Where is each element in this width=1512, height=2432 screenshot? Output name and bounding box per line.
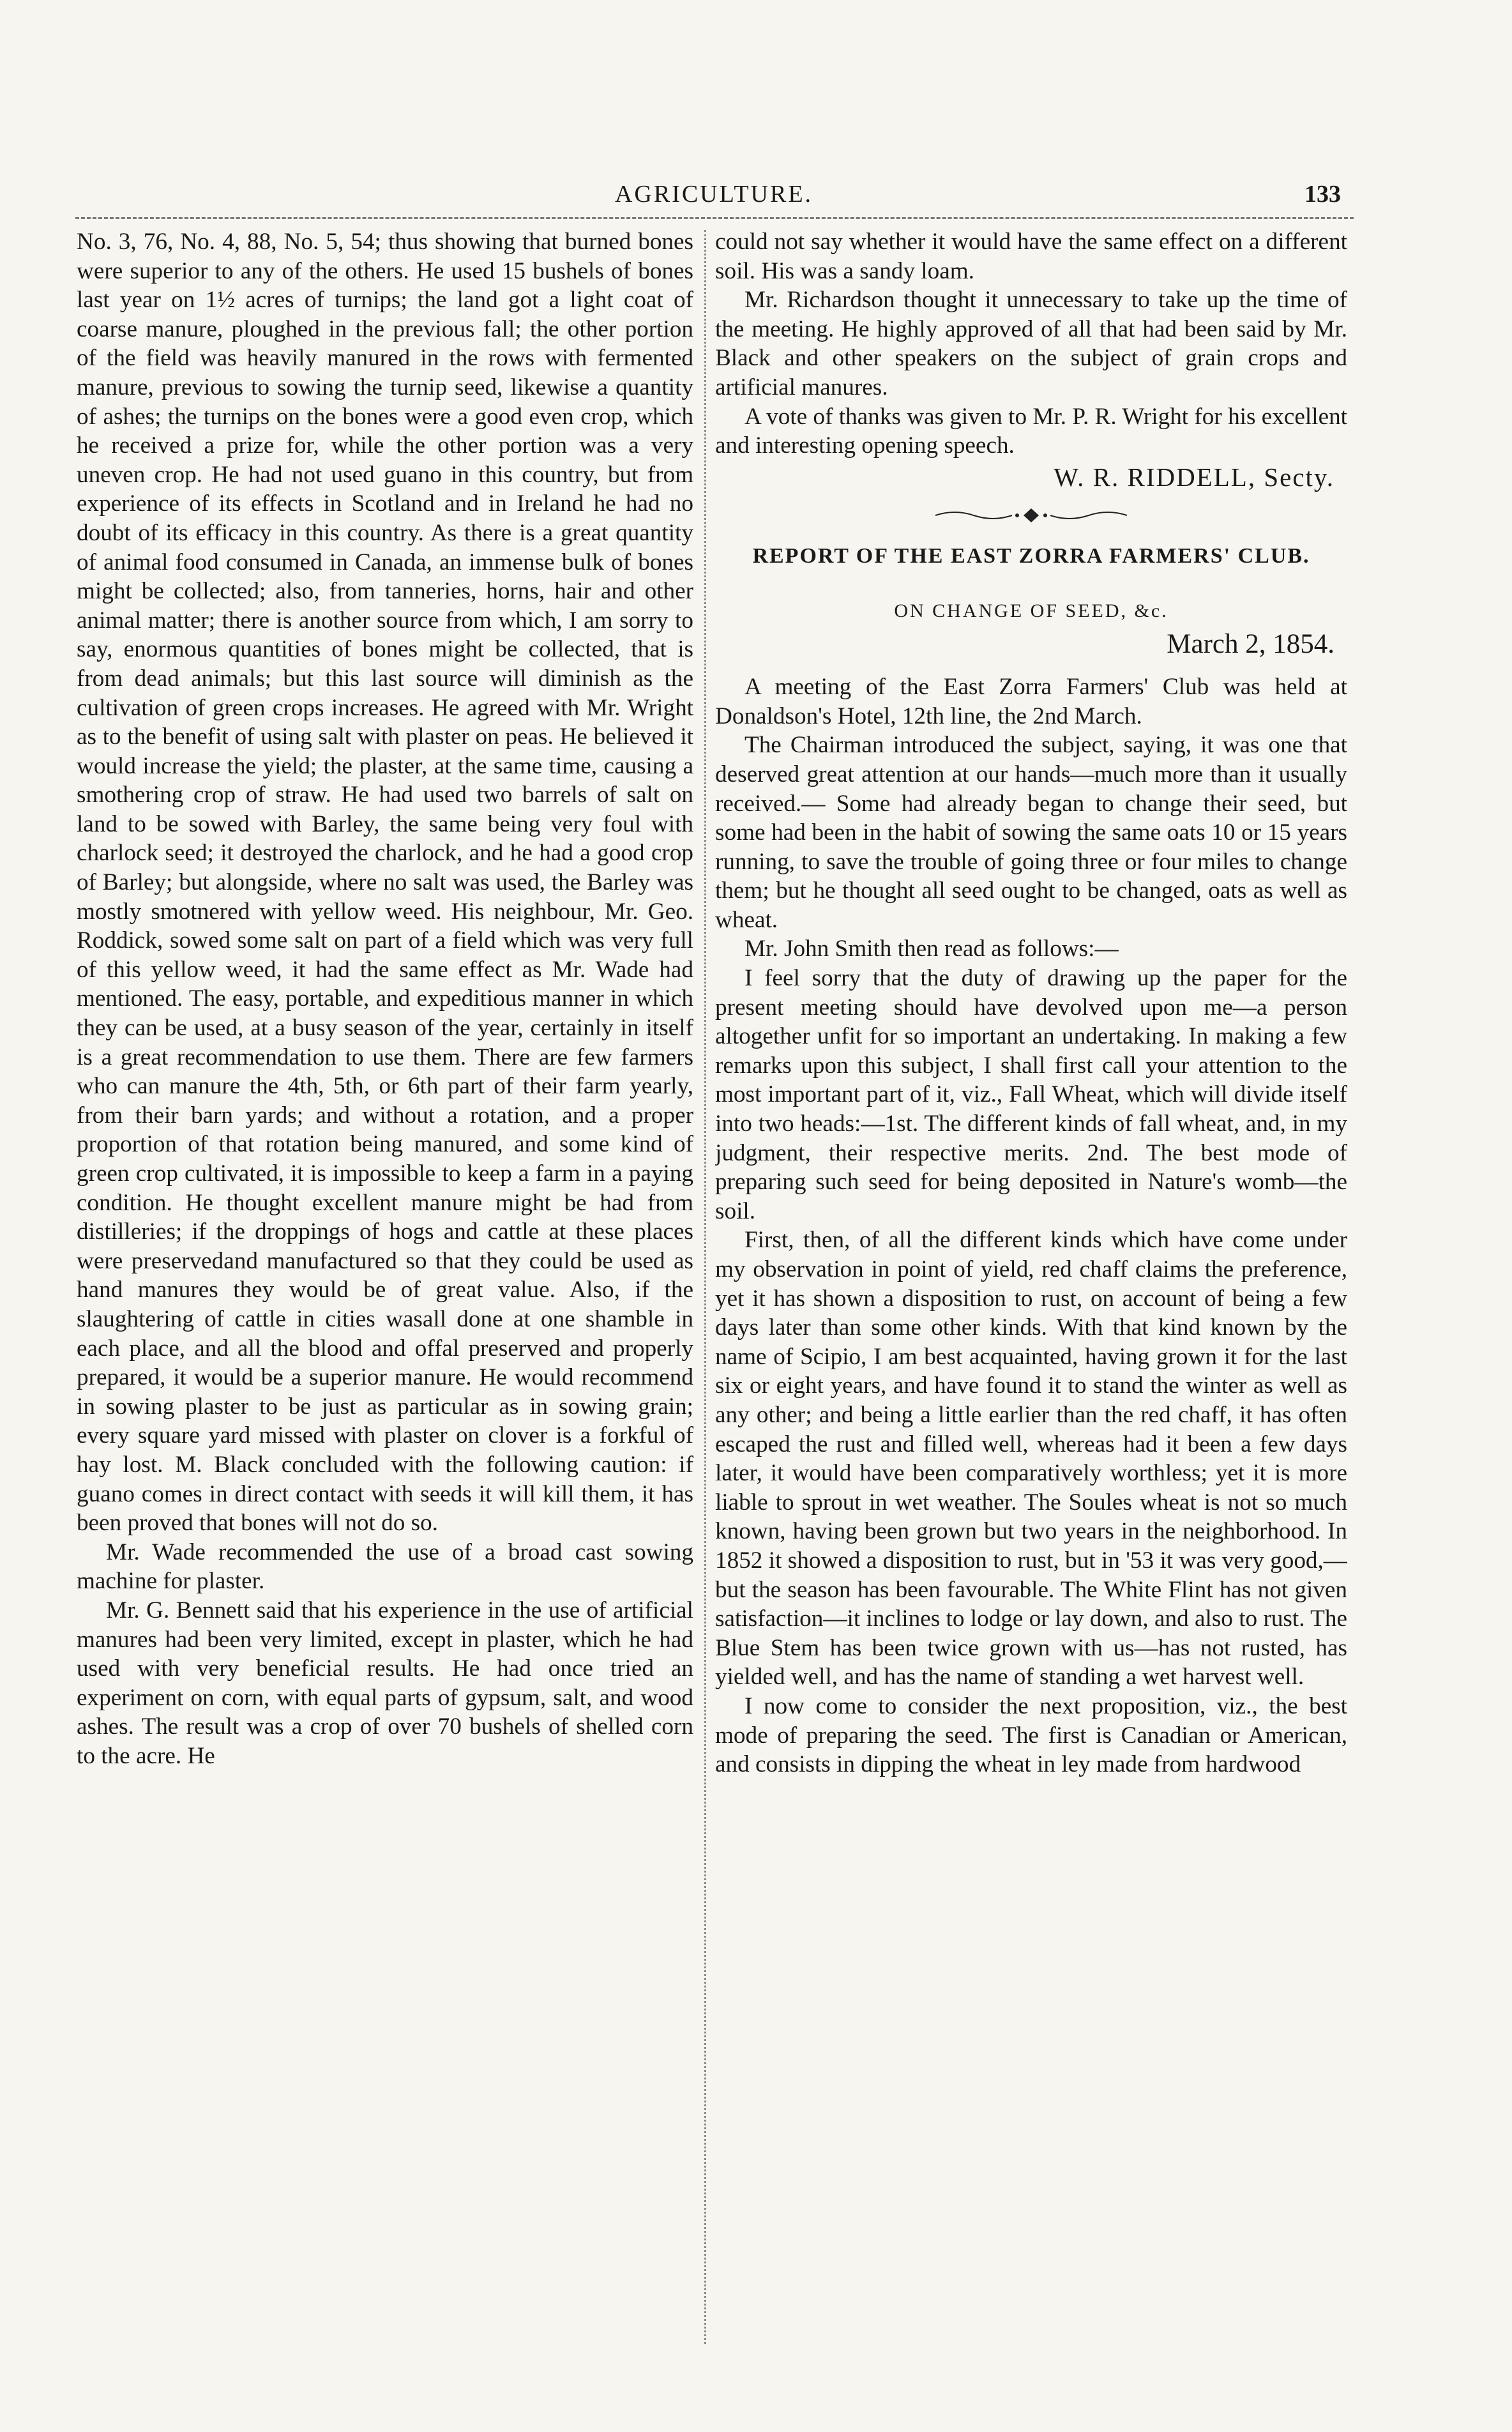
paragraph: could not say whether it would have the same effect on a different soil. His was a sandy loam.: [715, 229, 1347, 284]
signature: W. R. RIDDELL, Secty.: [1054, 462, 1334, 492]
left-column: [77, 227, 693, 2351]
header-rule: [75, 217, 1354, 219]
paragraph: I now come to consider the next proposition, viz., the best mode of preparing the seed. The first is Canadian or American, and consists in dipping the wheat in ley made from hardwood: [715, 1692, 1347, 1778]
page-number: 133: [1304, 181, 1341, 208]
running-head: [75, 180, 1352, 218]
report-title: REPORT OF THE EAST ZORRA FARMERS' CLUB.: [752, 544, 1310, 568]
section-title: AGRICULTURE.: [614, 181, 813, 208]
paragraph: Mr. Richardson thought it unnecessary to take up the time of the meeting. He highly approved of all that had been said by Mr. Black and other speakers on the subject of grain crops and artificial manures.: [715, 287, 1347, 400]
ornament-divider: [929, 506, 1133, 525]
report-date: March 2, 1854.: [1167, 628, 1334, 659]
paragraph: No. 3, 76, No. 4, 88, No. 5, 54; thus showing that burned bones were superior to any of the others. He used 15 bushels of bones last year on 1½ acres of turnips; the land got a light coat of coarse manure, ploughed in the previous fall; the other portion of the field was heavily manured in the rows with fermented manure, previous to sowing the turnip seed, likewise a quantity of ashes; the turnips on the bones were a good even crop, which he received a prize for, while the other portion was a very uneven crop. He had not used guano in this country, but from experience of its effects in Scotland and in Ireland he had no doubt of its efficacy in this country. As there is a great quantity of animal food consumed in Canada, an immense bulk of bones might be collected; also, from tanneries, horns, hair and other animal matter; there is another source from which, I am sorry to say, enormous quantities of bones might be collected, that is from dead animals; but this last source will diminish as the cultivation of green crops increases. He agreed with Mr. Wright as to the benefit of using salt with plaster on peas. He believed it would increase the yield; the plaster, at the same time, causing a smothering crop of straw. He had used two barrels of salt on land to be sowed with Barley, the same being very foul with charlock seed; it destroyed the charlock, and he had a good crop of Barley; but alongside, where no salt was used, the Barley was mostly smotnered with yellow weed. His neighbour, Mr. Geo. Roddick, sowed some salt on part of a field which was very full of this yellow weed, it had the same effect as Mr. Wade had mentioned. The easy, portable, and expeditious manner in which they can be used, at a busy season of the year, certainly in itself is a great recommendation to use them. There are few farmers who can manure the 4th, 5th, or 6th part of their farm yearly, from their barn yards; and without a rotation, and a proper proportion of that rotation being manured, and some kind of green crop cultivated, it is impossible to keep a farm in a paying condition. He thought excellent manure might be had from distilleries; if the droppings of hogs and cattle at these places were preservedand manufactured so that they could be used as hand manures they would be of great value. Also, if the slaughtering of cattle in cities wasall done at one shamble in each place, and all the blood and offal preserved and properly prepared, it would be a superior manure. He would recommend in sowing plaster to be just as particular as in sowing grain; every square yard missed with plaster on clover is a forkful of hay lost. M. Black concluded with the following caution: if guano comes in direct contact with seeds it will kill them, it has been proved that bones will not do so.: [77, 229, 693, 1537]
paragraph: Mr. G. Bennett said that his experience in the use of artificial manures had been very limited, except in plaster, which he had used with very beneficial results. He had once tried an experiment on corn, with equal parts of gypsum, salt, and wood ashes. The result was a crop of over 70 bushels of shelled corn to the acre. He: [77, 1597, 693, 1769]
paragraph: Mr. Wade recommended the use of a broad cast sowing machine for plaster.: [77, 1539, 693, 1595]
paragraph: A vote of thanks was given to Mr. P. R. Wright for his excellent and interesting opening speech.: [715, 403, 1347, 459]
paragraph: First, then, of all the different kinds which have come under my observation in point of yield, red chaff claims the preference, yet it has shown a disposition to rust, on account of being a few days later than some other kinds. With that kind known by the name of Scipio, I am best acquainted, having grown it for the last six or eight years, and have found it to stand the winter as well as any other; and being a little earlier than the red chaff, it has often escaped the rust and filled well, whereas had it been a few days later, it would have been comparatively worthless; yet it is more liable to sprout in wet weather. The Soules wheat is not so much known, having been grown but two years in the neighborhood. In 1852 it showed a disposition to rust, but in '53 it was very good,—but the season has been favourable. The White Flint has not given satisfaction—it inclines to lodge or lay down, and also to rust. The Blue Stem has been twice grown with us—has not rusted, has yielded well, and has the name of standing a wet harvest well.: [715, 1227, 1347, 1691]
right-column: [715, 227, 1347, 2351]
column-divider: [704, 230, 706, 2344]
paragraph: The Chairman introduced the subject, saying, it was one that deserved great attention at our hands—much more than it usually received.— Some had already began to change their seed, but some had been in the habit of sowing the same oats 10 or 15 years running, to save the trouble of going three or four miles to change them; but he thought all seed ought to be changed, oats as well as wheat.: [715, 732, 1347, 933]
paragraph: A meeting of the East Zorra Farmers' Club was held at Donaldson's Hotel, 12th line, the 2nd March.: [715, 674, 1347, 729]
paragraph: I feel sorry that the duty of drawing up the paper for the present meeting should have devolved upon me—a person altogether unfit for so important an undertaking. In making a few remarks upon this subject, I shall first call your attention to the most important part of it, viz., Fall Wheat, which will divide itself into two heads:—1st. The different kinds of fall wheat, and, in my judgment, their respective merits. 2nd. The best mode of preparing such seed for being deposited in Nature's womb—the soil.: [715, 965, 1347, 1224]
report-subtitle: ON CHANGE OF SEED, &c.: [894, 600, 1168, 621]
paragraph: Mr. John Smith then read as follows:—: [745, 936, 1119, 962]
